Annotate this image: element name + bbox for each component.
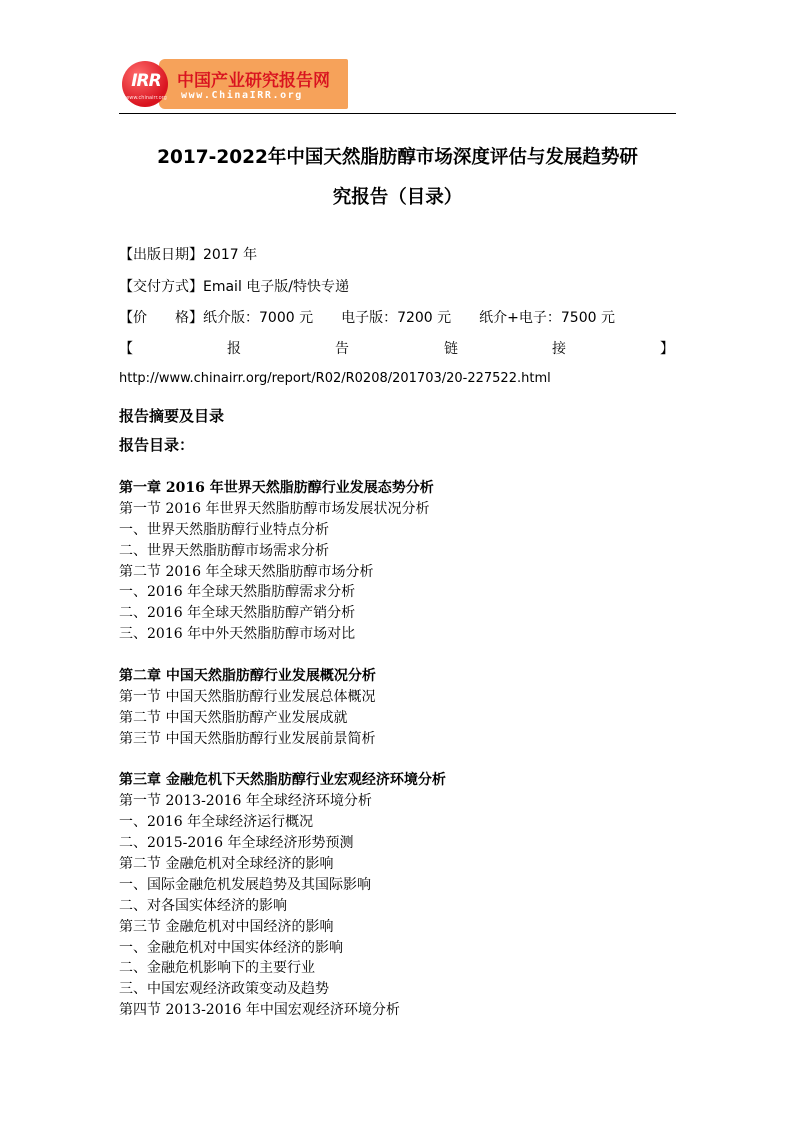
report-title-line-1: 2017-2022年中国天然脂肪醇市场深度评估与发展趋势研 bbox=[157, 147, 638, 168]
toc-chapter: 第三章 金融危机下天然脂肪醇行业宏观经济环境分析 bbox=[119, 772, 446, 789]
link-label-char: 】 bbox=[660, 341, 674, 357]
link-label-char: 【 bbox=[119, 341, 133, 357]
logo-site-url: www.ChinaIRR.org bbox=[181, 90, 303, 101]
toc-entry: 三、中国宏观经济政策变动及趋势 bbox=[119, 981, 329, 998]
toc-entry: 一、国际金融危机发展趋势及其国际影响 bbox=[119, 876, 371, 893]
report-title-line-2: 究报告（目录） bbox=[332, 187, 463, 208]
toc-entry: 第二节 金融危机对全球经济的影响 bbox=[119, 856, 334, 873]
link-label-char: 报 bbox=[227, 341, 241, 357]
toc-spacer bbox=[119, 750, 679, 771]
toc-entry: 二、2016 年全球天然脂肪醇产销分析 bbox=[119, 605, 356, 622]
link-label-char: 链 bbox=[444, 341, 458, 357]
toc-entry: 第三节 中国天然脂肪醇行业发展前景简析 bbox=[119, 730, 376, 747]
toc-entry: 第二节 2016 年全球天然脂肪醇市场分析 bbox=[119, 563, 374, 580]
toc-entry: 第一节 中国天然脂肪醇行业发展总体概况 bbox=[119, 688, 376, 705]
toc-spacer bbox=[119, 645, 679, 666]
toc-entry: 一、2016 年全球经济运行概况 bbox=[119, 814, 314, 831]
table-of-contents bbox=[119, 478, 679, 1021]
logo-site-name: 中国产业研究报告网 bbox=[177, 71, 330, 91]
toc-entry: 二、2015-2016 年全球经济形势预测 bbox=[119, 835, 354, 852]
toc-entry: 二、对各国实体经济的影响 bbox=[119, 897, 287, 914]
toc-entry: 二、金融危机影响下的主要行业 bbox=[119, 960, 315, 977]
toc-chapter: 第二章 中国天然脂肪醇行业发展概况分析 bbox=[119, 668, 376, 685]
toc-entry: 第二节 中国天然脂肪醇产业发展成就 bbox=[119, 709, 348, 726]
report-url-link[interactable]: http://www.chinairr.org/report/R02/R0208/201703/20-227522.html bbox=[119, 371, 551, 386]
toc-entry: 第四节 2013-2016 年中国宏观经济环境分析 bbox=[119, 1002, 400, 1019]
toc-entry: 一、世界天然脂肪醇行业特点分析 bbox=[119, 521, 329, 538]
toc-entry: 第一节 2013-2016 年全球经济环境分析 bbox=[119, 793, 372, 810]
toc-heading: 报告目录： bbox=[119, 436, 195, 454]
toc-entry: 二、世界天然脂肪醇市场需求分析 bbox=[119, 542, 329, 559]
logo-mark: IRR bbox=[131, 71, 161, 91]
company-logo bbox=[119, 57, 348, 111]
link-label-char: 告 bbox=[335, 341, 349, 357]
toc-entry: 一、金融危机对中国实体经济的影响 bbox=[119, 939, 343, 956]
delivery-method: 【交付方式】Email 电子版/特快专递 bbox=[119, 279, 350, 295]
logo-small-url: www.chinairr.org bbox=[125, 95, 167, 101]
summary-heading: 报告摘要及目录 bbox=[119, 407, 225, 425]
toc-entry: 一、2016 年全球天然脂肪醇需求分析 bbox=[119, 584, 356, 601]
publish-date: 【出版日期】2017 年 bbox=[119, 247, 258, 263]
price-info: 【价 格】纸介版：7000 元 电子版：7200 元 纸介+电子：7500 元 bbox=[119, 310, 615, 326]
toc-entry: 三、2016 年中外天然脂肪醇市场对比 bbox=[119, 626, 356, 643]
toc-entry: 第三节 金融危机对中国经济的影响 bbox=[119, 918, 334, 935]
link-label-char: 接 bbox=[552, 341, 566, 357]
toc-chapter: 第一章 2016 年世界天然脂肪醇行业发展态势分析 bbox=[119, 480, 434, 496]
report-link-label bbox=[119, 338, 676, 358]
toc-entry: 第一节 2016 年世界天然脂肪醇市场发展状况分析 bbox=[119, 500, 430, 517]
header-divider bbox=[119, 113, 676, 114]
